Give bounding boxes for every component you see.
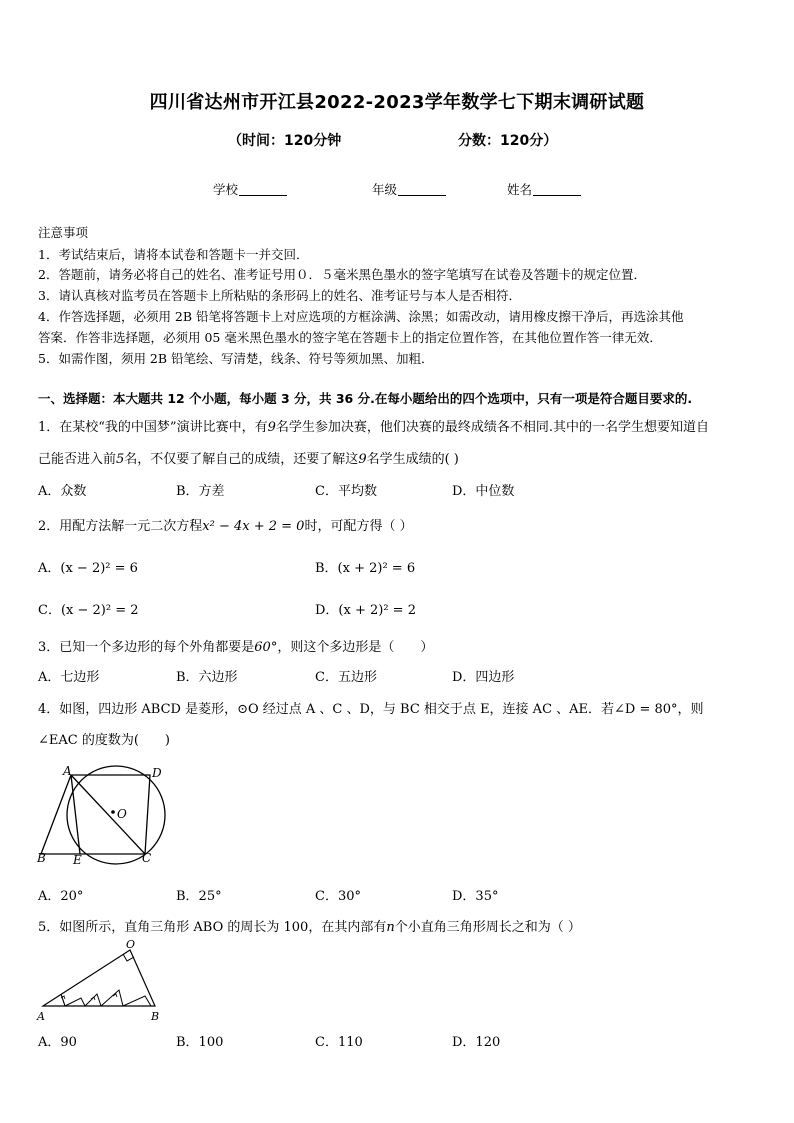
q1-text: 1．在某校“我的中国梦”演讲比赛中，有	[38, 420, 268, 435]
school-blank	[239, 195, 287, 196]
q1-num-9: 9	[267, 420, 276, 435]
q2-option-d[interactable]: D．(x + 2)² = 2	[315, 603, 416, 618]
q3-text-b: ，则这个多边形是（ ）	[277, 640, 434, 655]
q2-text: 2．用配方法解一元二次方程	[38, 519, 203, 534]
q4-option-c[interactable]: C．30°	[315, 889, 361, 904]
q2-option-a[interactable]: A．(x − 2)² = 6	[38, 561, 138, 576]
q1-option-a[interactable]: A．众数	[38, 484, 87, 499]
q3-text: 3．已知一个多边形的每个外角都要是	[38, 640, 255, 655]
notice-item-3: 3．请认真核对监考员在答题卡上所粘贴的条形码上的姓名、准考证号与本人是否相符．	[38, 288, 521, 303]
q4-option-a[interactable]: A．20°	[38, 889, 84, 904]
label-e: E	[73, 853, 82, 867]
q1-text-b: 名学生参加决赛，他们决赛的最终成绩各不相同.其中的一名学生想要知道自	[275, 420, 709, 435]
notice-item-5: 5．如需作图，须用 2B 铅笔绘、写清楚，线条、符号等须加黑、加粗．	[38, 351, 434, 366]
grade-label: 年级	[372, 182, 398, 197]
q1-num-9b: 9	[358, 452, 367, 467]
grade-field	[372, 180, 446, 198]
q2-equation: x² − 4x + 2 = 0	[202, 519, 305, 534]
q1-option-c[interactable]: C．平均数	[315, 484, 377, 499]
q1-option-d[interactable]: D．中位数	[452, 484, 515, 499]
q2-stem	[38, 515, 413, 534]
circle-o	[67, 766, 165, 864]
small-triangle-edges	[61, 990, 151, 1006]
triangle-abo	[43, 950, 155, 1006]
q1-line2	[38, 448, 459, 467]
exam-title: 四川省达州市开江县2022-2023学年数学七下期末调研试题	[149, 92, 645, 113]
q3-angle: 60°	[254, 640, 278, 655]
q2-option-b[interactable]: B．(x + 2)² = 6	[315, 561, 416, 576]
label-b: B	[151, 1010, 160, 1023]
label-o: O	[126, 938, 136, 951]
segment-ac	[71, 775, 145, 854]
grade-blank	[398, 195, 446, 196]
q1-text-c: 己能否进入前	[38, 452, 117, 467]
q3-option-a[interactable]: A．七边形	[38, 670, 100, 685]
label-b: B	[37, 851, 46, 865]
center-point	[111, 810, 115, 814]
q1-line1	[38, 416, 709, 435]
school-field	[213, 180, 287, 198]
q1-text-e: 名学生成绩的( )	[366, 452, 459, 467]
q3-stem	[38, 636, 433, 655]
q4-option-d[interactable]: D．35°	[452, 889, 499, 904]
q3-option-d[interactable]: D．四边形	[452, 670, 515, 685]
notice-item-4: 4．作答选择题，必须用 2B 铅笔将答题卡上对应选项的方框涂满、涂黑；如需改动，请用橡皮擦干净后，再选涂其他	[38, 309, 684, 324]
q5-option-b[interactable]: B．100	[176, 1035, 224, 1050]
notice-item-2: 2．答题前，请务必将自己的姓名、准考证号用０．５毫米黑色墨水的签字笔填写在试卷及答题卡的规定位置．	[38, 267, 646, 282]
q1-option-b[interactable]: B．方差	[176, 484, 225, 499]
q5-text-b: 个小直角三角形周长之和为（ ）	[394, 920, 581, 935]
q3-option-b[interactable]: B．六边形	[176, 670, 238, 685]
q1-text-d: 名，不仅要了解自己的成绩，还要了解这	[124, 452, 359, 467]
q5-option-a[interactable]: A．90	[38, 1035, 77, 1050]
q3-option-c[interactable]: C．五边形	[315, 670, 377, 685]
section-heading: 一、选择题：本大题共 12 个小题，每小题 3 分，共 36 分.在每小题给出的四个选项中，只有一项是符合题目要求的.	[38, 391, 693, 406]
q2-option-c[interactable]: C．(x − 2)² = 2	[38, 603, 139, 618]
q5-text: 5．如图所示，直角三角形 ABO 的周长为 100，在其内部有	[38, 920, 387, 935]
label-c: C	[142, 851, 152, 865]
q4-line2: ∠EAC 的度数为( )	[38, 733, 170, 748]
q4-line1: 4．如图，四边形 ABCD 是菱形，⊙O 经过点 A 、C 、D，与 BC 相交于点 E，连接 AC 、AE．若∠D = 80°，则	[38, 702, 704, 717]
q5-n: n	[386, 920, 395, 935]
q1-num-5: 5	[116, 452, 125, 467]
label-o: O	[117, 807, 127, 821]
school-label: 学校	[213, 182, 239, 197]
label-a: A	[37, 1010, 45, 1023]
name-field	[507, 180, 581, 198]
q5-option-c[interactable]: C．110	[315, 1035, 363, 1050]
q5-stem	[38, 916, 581, 935]
q2-text-b: 时，可配方得（ ）	[304, 519, 413, 534]
name-blank	[533, 195, 581, 196]
notice-heading: 注意事项	[38, 225, 89, 240]
q4-option-b[interactable]: B．25°	[176, 889, 222, 904]
name-label: 姓名	[507, 182, 533, 197]
q5-option-d[interactable]: D．120	[452, 1035, 501, 1050]
label-d: D	[152, 766, 162, 780]
q4-rhombus-circle-figure	[30, 760, 180, 870]
exam-time: （时间：120分钟	[228, 133, 342, 149]
notice-item-4-cont: 答案．作答非选择题，必须用 05 毫米黑色墨水的签字笔在答题卡上的指定位置作答，在其他位置作答一律无效．	[38, 330, 662, 345]
label-a: A	[63, 764, 72, 778]
exam-score: 分数：120分）	[458, 133, 558, 149]
q5-right-triangle-figure	[33, 938, 168, 1024]
notice-item-1: 1．考试结束后，请将本试卷和答题卡一并交回．	[38, 247, 309, 262]
